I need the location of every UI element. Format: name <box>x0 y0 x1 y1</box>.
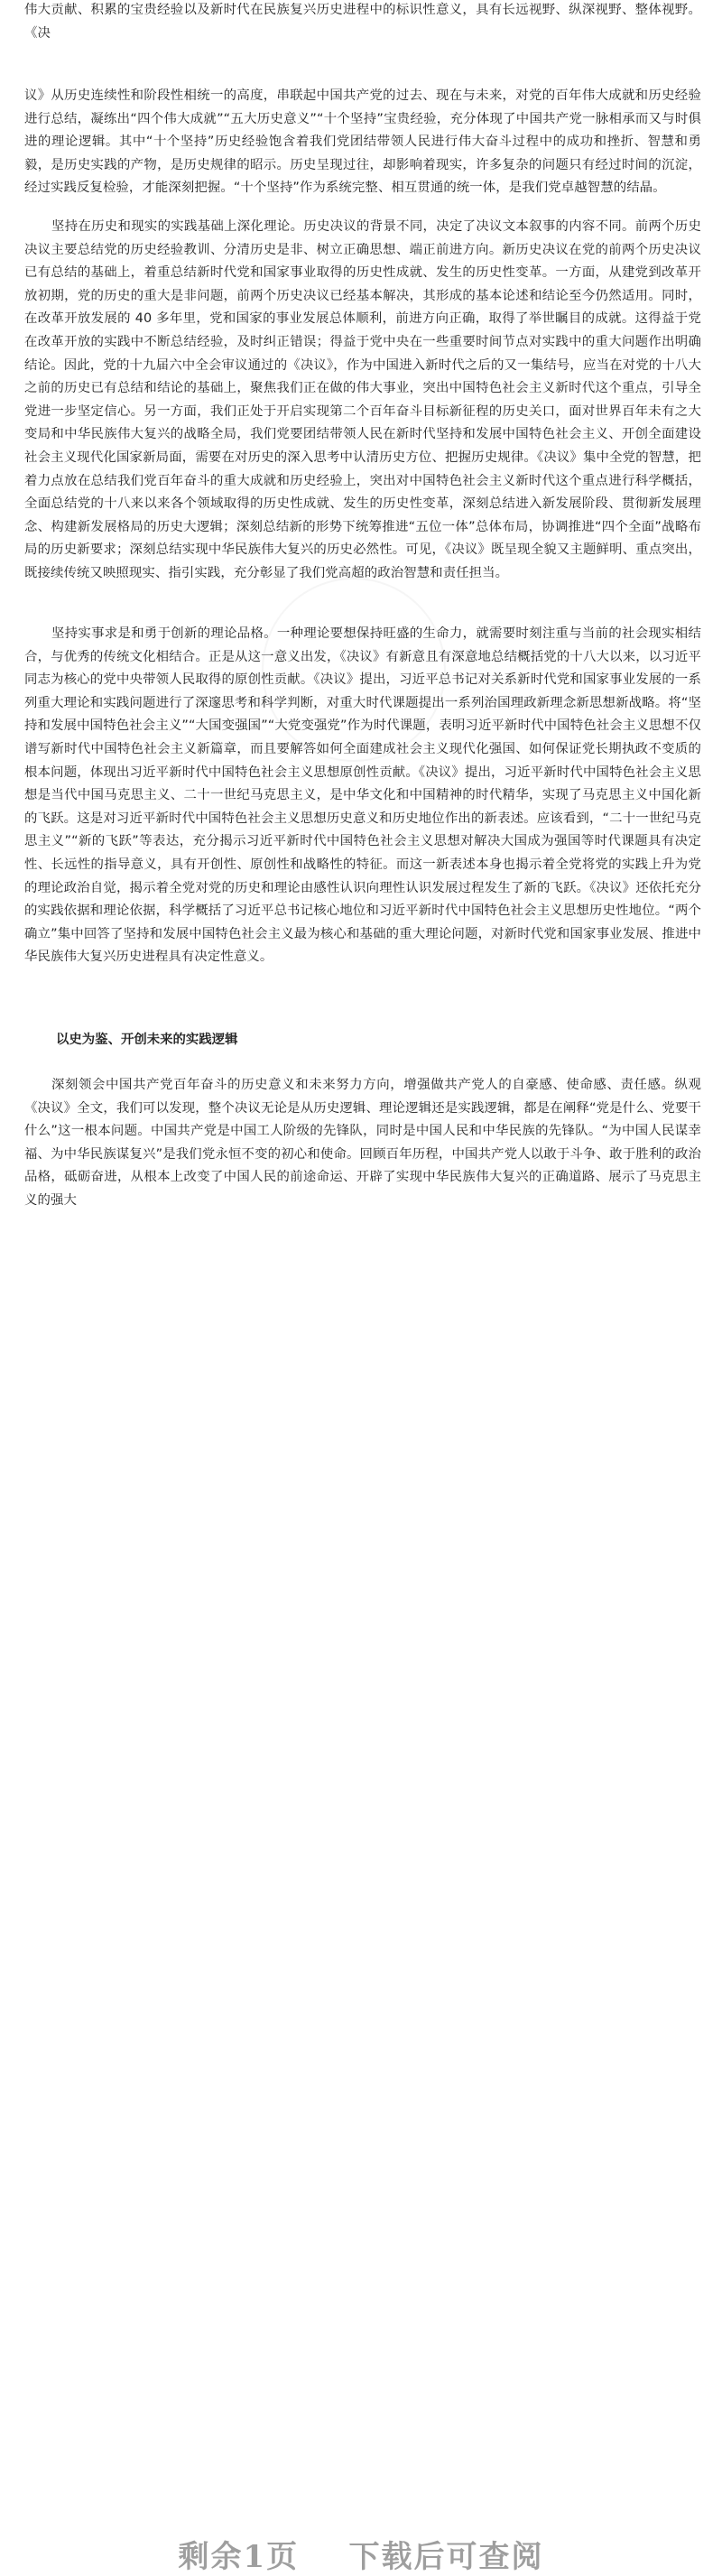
paragraph-3: 坚持实事求是和勇于创新的理论品格。一种理论要想保持旺盛的生命力，就需要时刻注重与当前的社会现实相结合，与优秀的传统文化相结合。正是从这一意义出发，《决议》有新意且有深意地总结概括党的十八大以来，以习近平同志为核心的党中央带领人民取得的原创性贡献。《决议》提出，习近平总书记对关系新时代党和国家事业发展的一系列重大理论和实践问题进行了深邃思考和科学判断，对重大时代课题提出一系列治国理政新理念新思想新战略。将“坚持和发展中国特色社会主义”“大国变强国”“大党变强党”作为时代课题，表明习近平新时代中国特色社会主义思想不仅谱写新时代中国特色社会主义新篇章，而且要解答如何全面建成社会主义现代化强国、如何保证党长期执政不变质的根本问题，体现出习近平新时代中国特色社会主义思想原创性贡献。《决议》提出，习近平新时代中国特色社会主义思想是当代中国马克思主义、二十一世纪马克思主义，是中华文化和中国精神的时代精华，实现了马克思主义中国化新的飞跃。这是对习近平新时代中国特色社会主义思想历史意义和历史地位作出的新表述。应该看到，“二十一世纪马克思主义”“新的飞跃”等表达，充分揭示习近平新时代中国特色社会主义思想对解决大国成为强国等时代课题具有决定性、长远性的指导意义，具有开创性、原创性和战略性的特征。而这一新表述本身也揭示着全党将党的实践上升为党的理论政治自觉，揭示着全党对党的历史和理论由感性认识向理性认识发展过程发生了新的飞跃。《决议》还依托充分的实践依据和理论依据，科学概括了习近平总书记核心地位和习近平新时代中国特色社会主义思想历史性地位。“两个确立”集中回答了坚持和发展中国特色社会主义最为核心和基础的重大理论问题，对新时代党和国家事业发展、推进中华民族伟大复兴历史进程具有决定性意义。 <box>24 626 701 965</box>
paragraph-top-fragment: 伟大贡献、积累的宝贵经验以及新时代在民族复兴历史进程中的标识性意义，具有长远视野、纵深视野、整体视野。《决 <box>24 3 701 41</box>
paragraph-4: 深刻领会中国共产党百年奋斗的历史意义和未来努力方向，增强做共产党人的自豪感、使命感、责任感。纵观《决议》全文，我们可以发现，整个决议无论是从历史逻辑、理论逻辑还是实践逻辑，都是在阐释“党是什么、党要干什么”这一根本问题。中国共产党是中国工人阶级的先锋队，同时是中国人民和中华民族的先锋队。“为中国人民谋幸福、为中华民族谋复兴”是我们党永恒不变的初心和使命。回顾百年历程，中国共产党人以敢于斗争、敢于胜利的政治品格，砥砺奋进，从根本上改变了中国人民的前途命运、开辟了实现中华民族伟大复兴的正确道路、展示了马克思主义的强大 <box>24 1078 701 1208</box>
remaining-pages-label[interactable]: 剩余1页 <box>178 2539 300 2575</box>
download-hint-label[interactable]: 下载后可查阅 <box>348 2539 544 2575</box>
paragraph-2: 坚持在历史和现实的实践基础上深化理论。历史决议的背景不同，决定了决议文本叙事的内容不同。前两个历史决议主要总结党的历史经验教训、分清历史是非、树立正确思想、端正前进方向。新历史决议在党的前两个历史决议已有总结的基础上，着重总结新时代党和国家事业取得的历史性成就、发生的历史性变革。一方面，从建党到改革开放初期，党的历史的重大是非问题，前两个历史决议已经基本解决，其形成的基本论述和结论至今仍然适用。同时，在改革开放发展的 40 多年里，党和国家的事业发展总体顺利，前进方向正确，取得了举世瞩目的成就。这得益于党在改革开放的实践中不断总结经验，及时纠正错误；得益于党中央在一些重要时间节点对实践中的重大问题作出明确结论。因此，党的十九届六中全会审议通过的《决议》，作为中国进入新时代之后的又一集结号，应当在对党的十八大之前的历史已有总结和结论的基础上，聚焦我们正在做的伟大事业，突出中国特色社会主义新时代这个重点，引导全党进一步坚定信心。另一方面，我们正处于开启实现第二个百年奋斗目标新征程的历史关口，面对世界百年未有之大变局和中华民族伟大复兴的战略全局，我们党要团结带领人民在新时代坚持和发展中国特色社会主义、开创全面建设社会主义现代化国家新局面，需要在对历史的深入思考中认清历史方位、把握历史规律。《决议》集中全党的智慧，把着力点放在总结我们党百年奋斗的重大成就和历史经验上，突出对中国特色社会主义新时代这个重点进行科学概括，全面总结党的十八来以来各个领域取得的历史性成就、发生的历史性变革，深刻总结进入新发展阶段、贯彻新发展理念、构建新发展格局的历史大逻辑；深刻总结新的形势下统筹推进“五位一体”总体布局，协调推进“四个全面”战略布局的历史新要求；深刻总结实现中华民族伟大复兴的历史必然性。可见，《决议》既呈现全貌又主题鲜明、重点突出，既接续传统又映照现实、指引实践，充分彰显了我们党高超的政治智慧和责任担当。 <box>24 219 701 580</box>
section-heading: 以史为鉴、开创未来的实践逻辑 <box>56 1033 238 1047</box>
download-prompt[interactable] <box>0 2532 722 2576</box>
download-banner[interactable] <box>0 1255 722 2575</box>
paragraph-1: 议》从历史连续性和阶段性相统一的高度，串联起中国共产党的过去、现在与未来，对党的百年伟大成就和历史经验进行总结，凝练出“四个伟大成就”“五大历史意义”“十个坚持”宝贵经验，充分体现了中国共产党一脉相承而又与时俱进的理论逻辑。其中“十个坚持”历史经验饱含着我们党团结带领人民进行伟大奋斗过程中的成功和挫折、智慧和勇毅，是历史实践的产物，是历史规律的昭示。历史呈现过往，却影响着现实，许多复杂的问题只有经过时间的沉淀，经过实践反复检验，才能深刻把握。“十个坚持”作为系统完整、相互贯通的统一体，是我们党卓越智慧的结晶。 <box>24 88 701 196</box>
